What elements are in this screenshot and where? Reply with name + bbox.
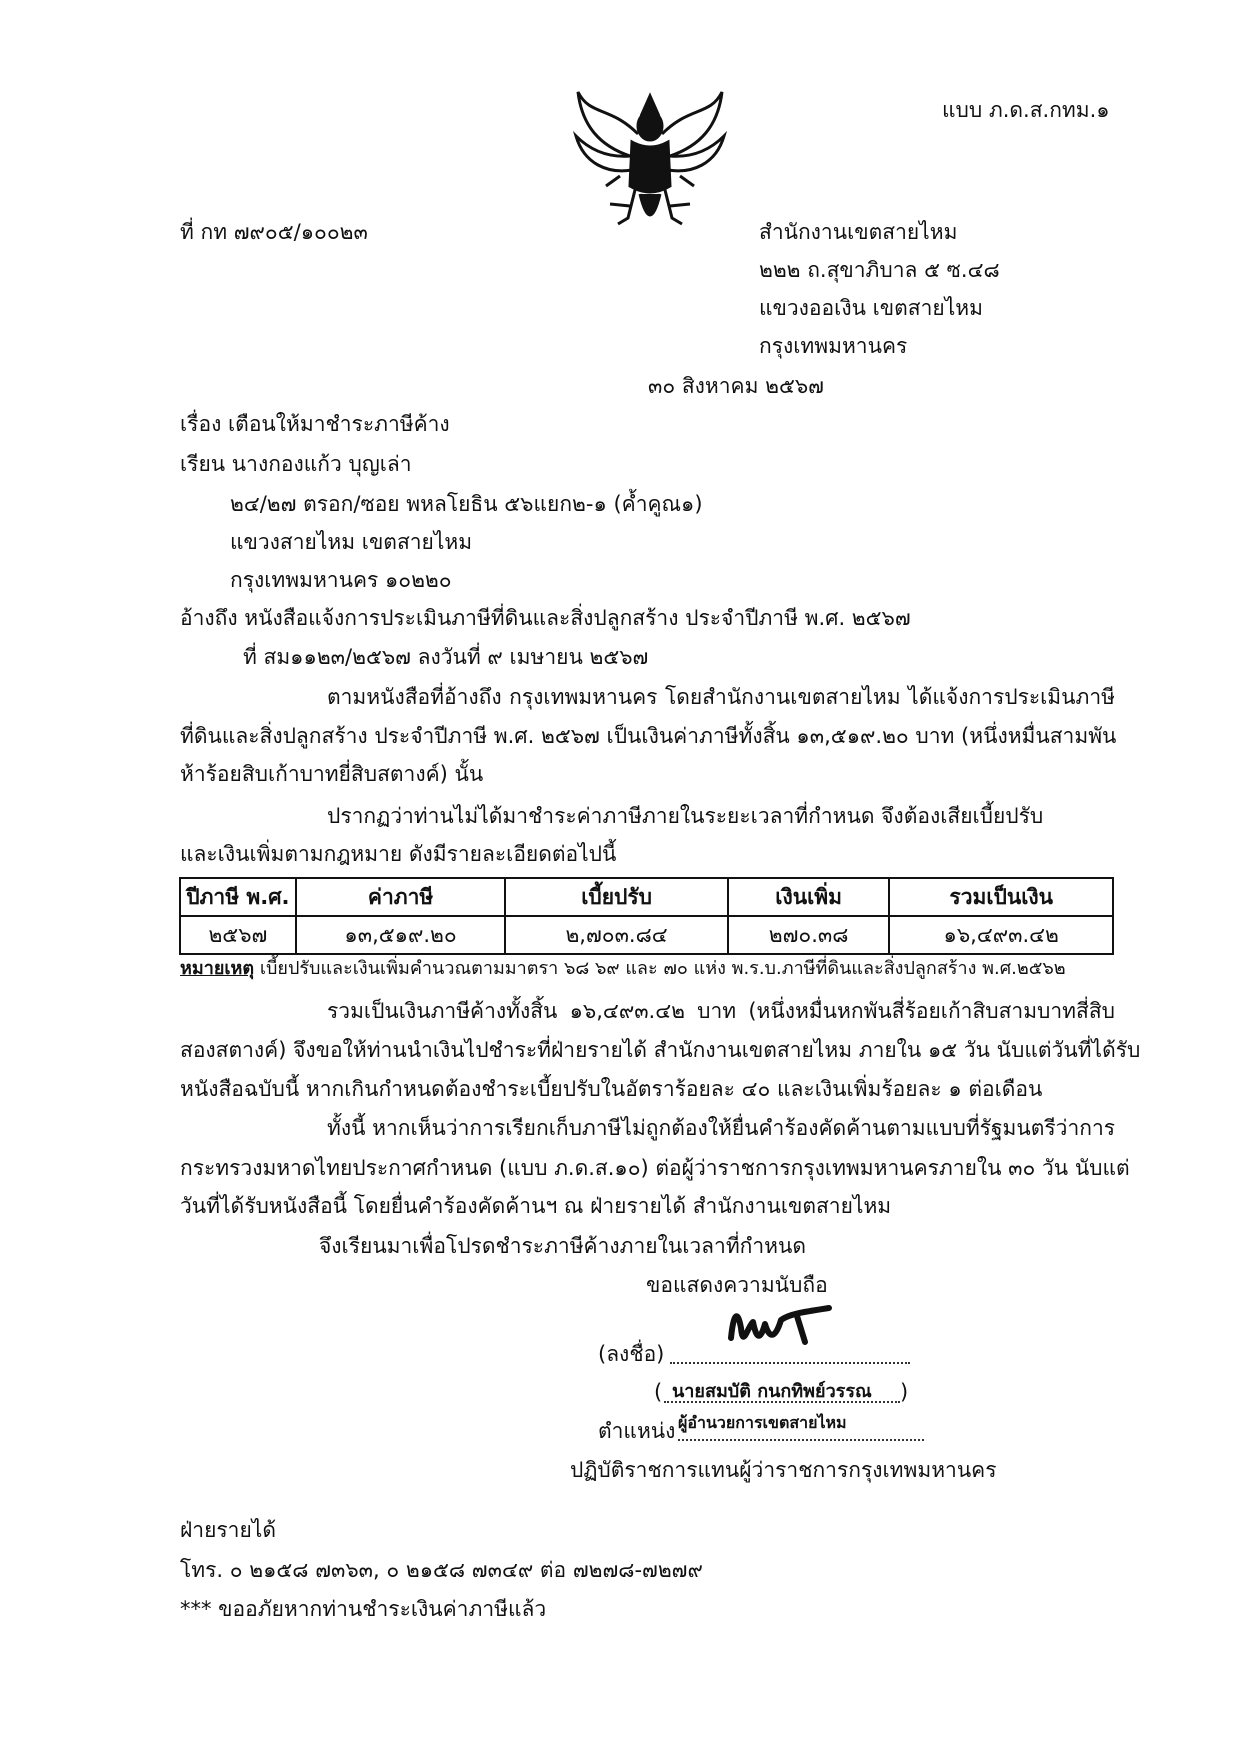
office-line-1: สำนักงานเขตสายไหม (759, 220, 958, 244)
salutation: เรียน นางกองแก้ว บุญเล่า (180, 452, 412, 476)
reference-line-2: ที่ สม๑๑๒๓/๒๕๖๗ ลงวันที่ ๙ เมษายน ๒๕๖๗ (243, 645, 649, 669)
position-label: ตำแหน่ง (598, 1419, 676, 1443)
para4-line-2: กระทรวงมหาดไทยประกาศกำหนด (แบบ ภ.ด.ส.๑๐) ต่อผู้ว่าราชการกรุงเทพมหานครภายใน ๓๐ วัน นับแต่ (180, 1156, 1130, 1180)
office-line-3: แขวงออเงิน เขตสายไหม (759, 296, 983, 320)
address-line-2: แขวงสายไหม เขตสายไหม (230, 530, 473, 554)
table-header-row (180, 878, 1113, 916)
note-text: เบี้ยปรับและเงินเพิ่มคำนวณตามมาตรา ๖๘ ๖๙ และ ๗๐ แห่ง พ.ร.บ.ภาษีที่ดินและสิ่งปลูกสร้าง พ.ศ.๒๕๖๒ (254, 958, 1066, 979)
para1-line-1: ตามหนังสือที่อ้างถึง กรุงเทพมหานคร โดยสำนักงานเขตสายไหม ได้แจ้งการประเมินภาษี (327, 685, 1115, 709)
table-row (180, 916, 1113, 954)
subject: เรื่อง เตือนให้มาชำระภาษีค้าง (180, 412, 450, 436)
para1-line-2: ที่ดินและสิ่งปลูกสร้าง ประจำปีภาษี พ.ศ. ๒๕๖๗ เป็นเงินค่าภาษีทั้งสิ้น ๑๓,๕๑๙.๒๐ บาท (หนึ่งหมื่นสามพัน (180, 724, 1117, 748)
para4-line-3: วันที่ได้รับหนังสือนี้ โดยยื่นคำร้องคัดค้านฯ ณ ฝ่ายรายได้ สำนักงานเขตสายไหม (180, 1194, 892, 1218)
cell-tax-amount: ๑๓,๕๑๙.๒๐ (296, 916, 506, 954)
footer-department: ฝ่ายรายได้ (180, 1518, 276, 1542)
para1-line-3: ห้าร้อยสิบเก้าบาทยี่สิบสตางค์) นั้น (180, 762, 484, 786)
tax-table (179, 877, 1114, 955)
address-line-3: กรุงเทพมหานคร ๑๐๒๒๐ (230, 568, 452, 592)
header-tax-year: ปีภาษี พ.ศ. (180, 878, 296, 916)
address-line-1: ๒๔/๒๗ ตรอก/ซอย พหลโยธิน ๕๖แยก๒-๑ (ค้ำคูณ๑) (230, 492, 703, 516)
name-dotted-line (664, 1401, 900, 1403)
signatory-name: นายสมบัติ กนกทิพย์วรรณ (672, 1381, 872, 1402)
sign-label: (ลงชื่อ) (598, 1342, 665, 1366)
reference-number: ที่ กท ๗๙๐๕/๑๐๐๒๓ (180, 220, 368, 244)
acting-on-behalf: ปฏิบัติราชการแทนผู้ว่าราชการกรุงเทพมหานคร (570, 1458, 997, 1482)
header-total: รวมเป็นเงิน (889, 878, 1113, 916)
name-close-paren: ) (900, 1380, 909, 1404)
cell-penalty: ๒,๗๐๓.๘๔ (505, 916, 727, 954)
handwritten-signature-icon (725, 1298, 835, 1362)
form-code: แบบ ภ.ด.ส.กทม.๑ (942, 98, 1110, 122)
garuda-emblem-icon (570, 86, 730, 246)
signature-dotted-line (670, 1362, 910, 1364)
cell-tax-year: ๒๕๖๗ (180, 916, 296, 954)
name-open-paren: ( (654, 1380, 663, 1404)
para3-line-1: รวมเป็นเงินภาษีค้างทั้งสิ้น ๑๖,๔๙๓.๔๒ บาท (หนึ่งหมื่นหกพันสี่ร้อยเก้าสิบสามบาทสี่สิบ (327, 999, 1115, 1023)
cell-total: ๑๖,๔๙๓.๔๒ (889, 916, 1113, 954)
para3-line-3: หนังสือฉบับนี้ หากเกินกำหนดต้องชำระเบี้ยปรับในอัตราร้อยละ ๔๐ และเงินเพิ่มร้อยละ ๑ ต่อเดือน (180, 1077, 1043, 1101)
footer-apology: *** ขออภัยหากท่านชำระเงินค่าภาษีแล้ว (180, 1597, 547, 1621)
header-tax-amount: ค่าภาษี (296, 878, 506, 916)
para4-line-1: ทั้งนี้ หากเห็นว่าการเรียกเก็บภาษีไม่ถูกต้องให้ยื่นคำร้องคัดค้านตามแบบที่รัฐมนตรีว่าการ (327, 1116, 1116, 1140)
office-line-4: กรุงเทพมหานคร (759, 334, 908, 358)
note-label: หมายเหตุ (180, 958, 255, 979)
position-dotted-line (678, 1439, 924, 1441)
letter-date: ๓๐ สิงหาคม ๒๕๖๗ (648, 374, 824, 398)
para2-line-2: และเงินเพิ่มตามกฎหมาย ดังมีรายละเอียดต่อไปนี้ (180, 842, 617, 866)
header-surcharge: เงินเพิ่ม (728, 878, 890, 916)
reference-line-1: อ้างถึง หนังสือแจ้งการประเมินภาษีที่ดินและสิ่งปลูกสร้าง ประจำปีภาษี พ.ศ. ๒๕๖๗ (180, 606, 911, 630)
regards: ขอแสดงความนับถือ (646, 1273, 828, 1297)
footer-phone: โทร. ๐ ๒๑๕๘ ๗๓๖๓, ๐ ๒๑๕๘ ๗๓๔๙ ต่อ ๗๒๗๘-๗๒๗๙ (180, 1558, 703, 1582)
note (180, 955, 1066, 983)
office-line-2: ๒๒๒ ถ.สุขาภิบาล ๕ ซ.๔๘ (759, 258, 1000, 282)
header-penalty: เบี้ยปรับ (505, 878, 727, 916)
position-value: ผู้อำนวยการเขตสายไหม (678, 1413, 847, 1432)
closing-line: จึงเรียนมาเพื่อโปรดชำระภาษีค้างภายในเวลาที่กำหนด (319, 1234, 807, 1258)
para2-line-1: ปรากฏว่าท่านไม่ได้มาชำระค่าภาษีภายในระยะเวลาที่กำหนด จึงต้องเสียเบี้ยปรับ (327, 804, 1044, 828)
cell-surcharge: ๒๗๐.๓๘ (728, 916, 890, 954)
para3-line-2: สองสตางค์) จึงขอให้ท่านนำเงินไปชำระที่ฝ่ายรายได้ สำนักงานเขตสายไหม ภายใน ๑๕ วัน นับแต่วันที่ได้รับ (180, 1038, 1141, 1062)
